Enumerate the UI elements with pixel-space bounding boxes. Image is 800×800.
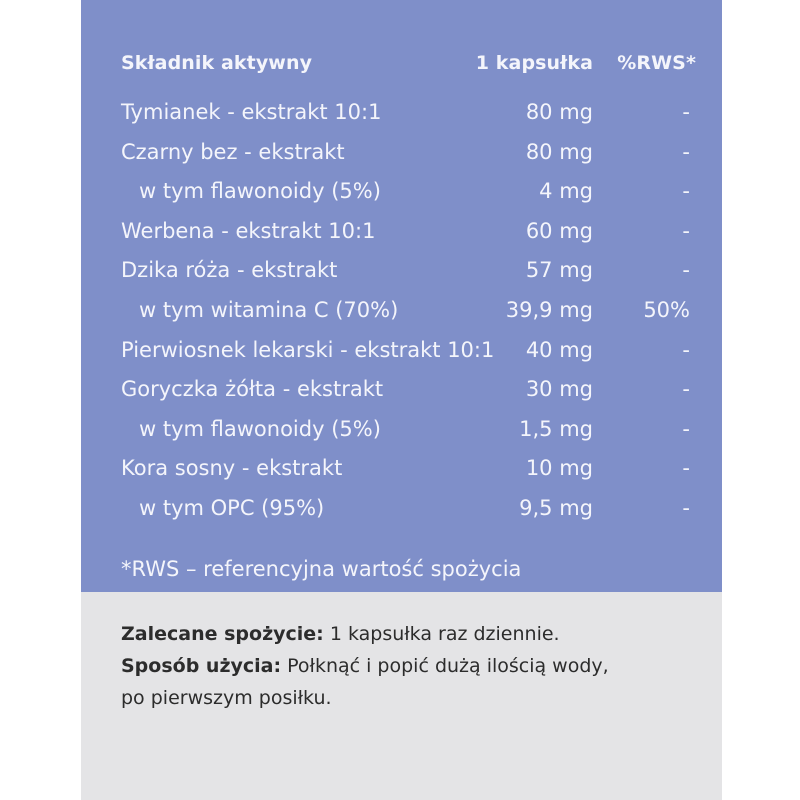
supplement-label [81,0,722,800]
header-amount: 1 kapsułka [475,52,593,74]
table-row [81,413,722,453]
ingredient-amount: 4 mg [539,179,593,204]
ingredient-amount: 39,9 mg [505,297,593,322]
ingredient-rws: - [682,495,690,520]
table-row [81,175,722,215]
ingredient-amount: 80 mg [525,100,593,124]
ingredient-name: w tym witamina C (70%) [139,297,399,322]
table-row [81,254,722,294]
header-ingredient: Składnik aktywny [121,52,313,74]
ingredient-name: w tym flawonoidy (5%) [139,179,381,204]
ingredient-rws: - [682,377,690,402]
ingredient-amount: 10 mg [525,456,593,481]
ingredient-rws: - [682,416,690,441]
table-row [81,492,722,532]
ingredients-table [81,96,722,532]
ingredient-amount: 60 mg [525,218,593,243]
usage-method-label: Sposób użycia: [121,655,282,677]
recommended-intake-label: Zalecane spożycie: [121,623,324,645]
table-header [81,52,722,82]
ingredient-name: Czarny bez - ekstrakt [121,139,345,164]
ingredient-amount: 40 mg [525,337,593,362]
table-row [81,452,722,492]
ingredient-amount: 1,5 mg [519,416,593,441]
ingredient-rws: - [682,258,690,283]
usage-instructions [121,618,681,714]
ingredient-name: w tym flawonoidy (5%) [139,416,381,441]
ingredient-name: Kora sosny - ekstrakt [121,456,343,481]
table-row [81,294,722,334]
header-rws: %RWS* [617,52,696,74]
ingredient-name: Pierwiosnek lekarski - ekstrakt 10:1 [121,337,495,362]
table-row [81,96,722,136]
usage-method-line-2: po pierwszym posiłku. [121,687,332,709]
rws-footnote: *RWS – referencyjna wartość spożycia [121,557,522,581]
ingredient-name: Dzika róża - ekstrakt [121,258,338,283]
ingredient-name: Goryczka żółta - ekstrakt [121,377,384,402]
ingredient-name: Tymianek - ekstrakt 10:1 [121,100,382,124]
ingredient-rws: - [682,218,690,243]
ingredient-amount: 57 mg [525,258,593,283]
ingredient-amount: 80 mg [525,139,593,164]
ingredient-rws: - [682,337,690,362]
recommended-intake-text: 1 kapsułka raz dziennie. [323,623,560,645]
table-row [81,136,722,176]
ingredient-name: w tym OPC (95%) [139,495,325,520]
recommended-intake-line [121,618,681,650]
table-row [81,334,722,374]
ingredient-rws: - [682,456,690,481]
table-row [81,215,722,255]
usage-method-text: Połknąć i popić dużą ilością wody, [281,655,609,677]
table-row [81,373,722,413]
ingredient-amount: 30 mg [525,377,593,402]
ingredient-name: Werbena - ekstrakt 10:1 [121,218,376,243]
ingredient-rws: 50% [643,297,690,322]
usage-method-line [121,650,681,682]
ingredient-rws: - [682,100,690,124]
usage-panel [81,592,722,800]
ingredient-amount: 9,5 mg [519,495,593,520]
ingredient-rws: - [682,139,690,164]
ingredient-rws: - [682,179,690,204]
ingredients-panel [81,0,722,592]
